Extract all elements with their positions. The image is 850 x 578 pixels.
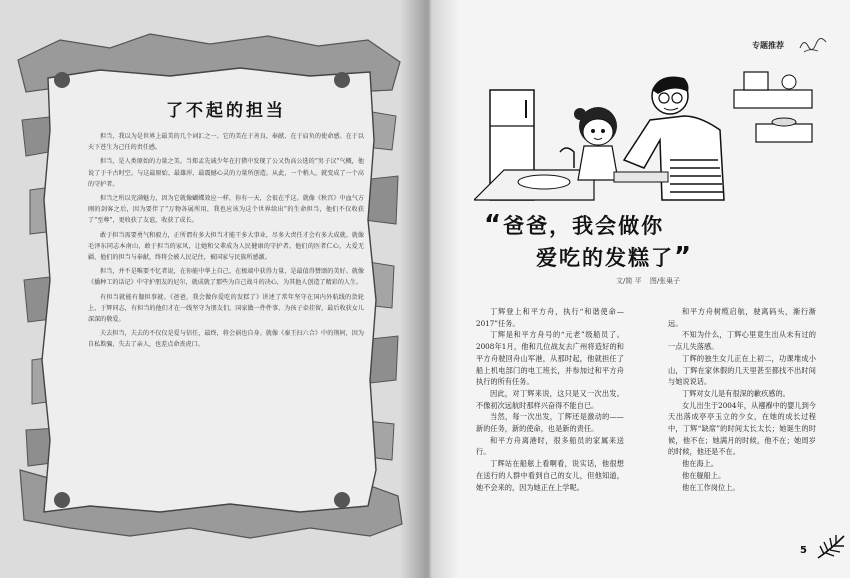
article-paragraph: 丁辉的独生女儿正在上初二，功课堆成小山，丁辉在家休假的几天里甚至都找不出时间与她说说话。 — [668, 353, 816, 387]
article-paragraph: 因此，对丁辉来说，这只是又一次出发。不像初次远航时那样兴奋得不能自已。 — [476, 388, 624, 410]
title-text-2: 爱吃的发糕了 — [536, 246, 674, 270]
editorial-paragraph: 担当，是人类原始的力量之美。当郑孟先诚少年在打猎中发现了公又伪高公选的“男子汉”气概，他说了于千古时空。与这最原始、最雄浑、最震撼心灵的力量所创造。从此，一个稍人，就变成了一个高的守护者。 — [88, 158, 364, 188]
editorial-paragraph: 有担当就能有伽担事就。《爸爸，我会做你爱吃的发糕了》讲述了常年坚守在国内外航线的货轮上、于辉同志，有担当的他们才在一线坚守为朋友们，国家做一件件事，为孩子牵挂留，最后收获女儿深深的敬爱。 — [88, 293, 364, 324]
article-paragraph: 丁辉站在船舷上看啊看，说实话，他很想在送行的人群中看到自己的女儿，但他知道，她不会来的，因为她正在上学呢。 — [476, 459, 624, 492]
editorial-text-block — [88, 92, 364, 482]
article-title-line-1 — [484, 210, 784, 240]
editorial-paragraph: 敢于担当需要勇气和毅力，正所谓有多大担当才能干多大事业，尽多大责任才会有多大成就。就像毛泽东同志本南山，敢于担当的家风，让她和父辈成为人民健康的守护者。他们的医者仁心，大爱无疆，他们的担当与奉献，终将会被人民记住，被国家与民族所感激。 — [88, 231, 364, 262]
article-paragraph: 和平方舟树缆启航，驶离码头，渐行渐远。 — [668, 307, 816, 328]
byline-illustrator: 图/张巢子 — [649, 277, 681, 285]
editorial-paragraph: 担当，我以为是世界上最美的几个词汇之一。它的美在于善良、奉献、在于肩负的使命感。在于以天下苍生为己任的责任感。 — [88, 133, 364, 152]
article-column-right — [668, 306, 816, 493]
article-paragraph: 他在海上。 — [682, 459, 718, 469]
father-daughter-illustration — [474, 60, 814, 205]
article-paragraph: 不知为什么，丁辉心里竟生出从未有过的一点儿失落感。 — [668, 330, 816, 352]
book-gutter-shadow — [400, 0, 460, 578]
article-paragraph: 丁辉是和平方舟号的“元老”级船员了。2008年1月，他和几位战友去广州将造好的和平方舟驶回舟山军港，从那时起，他就担任了船上机电部门的电工班长，并参加过和平方舟执行的所有任务。 — [476, 330, 624, 387]
editorial-paragraphs — [88, 131, 364, 351]
article-paragraph: 他在舰船上。 — [682, 470, 726, 480]
article-paragraph: 丁辉对女儿是有很深的歉疚感的。 — [682, 388, 790, 398]
editorial-paragraph: 夫去担当，夫去的不仅仅是爱与信任，最终，将会祸也自身。就像《秦王扫六合》中的荆轲，因为自私欺骗，失去了亲人，也差点命丧虎口。 — [88, 330, 364, 349]
section-doodle-icon — [798, 34, 828, 54]
byline-author: 文/简 平 — [616, 277, 642, 285]
article-title-line-2 — [536, 242, 784, 272]
right-page — [430, 0, 850, 578]
editorial-paragraph: 担当之所以充满魅力，因为它就像蝴蝶效应一样，你有一天，会很在乎这。就像《秋宫》中血气方刚的剑客之后，因为要伴了“万物各展所用，我也应该为这个世界给出”的生命担当，他们不仅收获了“至尊”，更收获了友谊，收获了成长。 — [88, 195, 364, 225]
open-quote: “ — [484, 210, 504, 240]
fern-doodle-icon — [814, 532, 848, 562]
byline — [616, 276, 686, 286]
editorial-title: 了不起的担当 — [166, 101, 286, 121]
page-number: 5 — [800, 545, 807, 556]
section-tag: 专题推荐 — [752, 41, 784, 50]
article-column-left — [476, 306, 624, 493]
article-title — [484, 210, 784, 272]
article-paragraph: 和平方舟离港时，很多船员的家属来送行。 — [476, 435, 624, 457]
editorial-paragraph: 担当，并不是唯要不忆者说，在你能中华上自己，在极端中获得力量，是最值得赞颂的美好。就像《播种工的话记》中守护朋友的尼尔，就成就了那些为自己战斗的决心，为其他人创造了精彩的人生。 — [88, 268, 364, 287]
article-paragraph: 当然，每一次出发，丁辉还是激动的——新的任务，新的使命，也是新的责任。 — [476, 412, 624, 434]
article-paragraph: 女儿出生于2004年，从襁褓中的婴儿到今天出落成亭亭玉立的少女，在她的成长过程中，丁辉“缺席”的时间太长太长；她诞生的时候，他不在；她满月的时候，他不在；她周岁的时候，他还是不在。 — [668, 400, 816, 457]
article-paragraph: 他在工作岗位上。 — [682, 482, 740, 492]
title-text-1: 爸爸，我会做你 — [503, 214, 665, 238]
close-quote: ” — [674, 242, 694, 272]
article-paragraph: 丁辉登上和平方舟，执行“和谐使命—2017”任务。 — [476, 307, 624, 328]
